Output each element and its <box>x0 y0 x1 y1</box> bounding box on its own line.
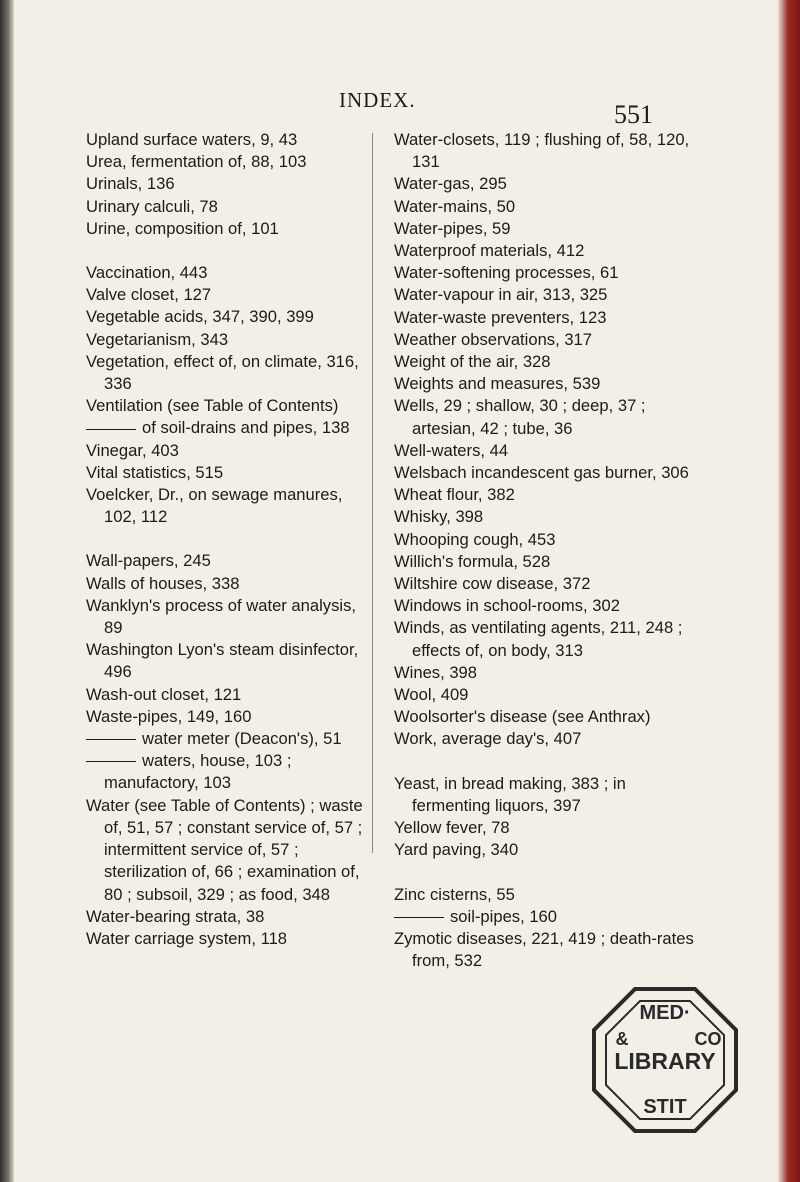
index-subentry <box>86 417 376 439</box>
index-entry <box>86 173 376 195</box>
index-entry-text: Zinc cisterns, 55 <box>394 884 515 904</box>
page-number: 551 <box>614 100 653 129</box>
index-entry <box>86 462 376 484</box>
index-entry <box>394 506 694 528</box>
index-entry <box>394 706 694 728</box>
index-entry <box>394 928 694 972</box>
index-subentry <box>394 906 694 928</box>
index-entry <box>86 639 376 683</box>
index-entry-text: of soil-drains and pipes, 138 <box>142 418 350 438</box>
index-entry-text: Winds, as ventilating agents, 211, 248 ; effects of, on body, 313 <box>394 618 683 660</box>
index-entry <box>86 284 376 306</box>
index-entry <box>394 551 694 573</box>
index-entry <box>86 573 376 595</box>
index-entry-text: Upland surface waters, 9, 43 <box>86 130 298 149</box>
index-entry-text: Urinary calculi, 78 <box>86 196 218 216</box>
index-entry <box>86 351 376 395</box>
index-entry-text: Urine, composition of, 101 <box>86 218 279 238</box>
index-column-right <box>394 129 694 972</box>
stamp-left-text: & <box>615 1029 629 1049</box>
ditto-dash <box>86 761 136 762</box>
index-entry <box>394 440 694 462</box>
index-entry-text: Welsbach incandescent gas burner, 306 <box>394 463 689 483</box>
index-entry-text: Weights and measures, 539 <box>394 374 601 394</box>
index-entry-text: Waste-pipes, 149, 160 <box>86 706 252 726</box>
index-entry-text: Ventilation (see Table of Contents) <box>86 396 339 416</box>
index-entry-text: Washington Lyon's steam disinfector, 496 <box>86 640 359 682</box>
index-gap <box>86 240 376 262</box>
index-entry-text: Water-closets, 119 ; flushing of, 58, 120, 131 <box>394 130 690 172</box>
index-entry <box>86 706 376 728</box>
index-entry <box>394 395 694 439</box>
index-entry-text: Wool, 409 <box>394 685 469 705</box>
index-gap <box>394 751 694 773</box>
index-entry <box>394 839 694 861</box>
index-entry <box>394 351 694 373</box>
index-entry-text: Vinegar, 403 <box>86 440 179 460</box>
index-entry-text: Yard paving, 340 <box>394 840 519 860</box>
index-entry-text: Water-softening processes, 61 <box>394 263 619 283</box>
ditto-dash <box>394 917 444 918</box>
index-entry <box>394 817 694 839</box>
index-entry <box>394 728 694 750</box>
index-column-left <box>86 129 376 950</box>
index-subentry <box>86 728 376 750</box>
library-stamp <box>590 985 740 1135</box>
index-entry <box>86 440 376 462</box>
index-entry-text: Vegetarianism, 343 <box>86 329 229 349</box>
index-entry <box>86 550 376 572</box>
index-entry-text: Water carriage system, 118 <box>86 928 288 948</box>
index-entry <box>394 129 694 173</box>
index-entry <box>86 795 376 906</box>
index-entry <box>394 773 694 817</box>
index-entry <box>86 151 376 173</box>
index-entry <box>394 884 694 906</box>
stamp-top-text: MED· <box>639 1002 691 1024</box>
stamp-bottom-text: STIT <box>643 1096 687 1118</box>
index-entry-text: soil-pipes, 160 <box>450 906 558 926</box>
index-entry-text: Water-vapour in air, 313, 325 <box>394 285 608 305</box>
index-entry-text: Whisky, 398 <box>394 507 484 527</box>
stamp-right-text: CO <box>694 1029 722 1049</box>
index-entry-text: Willich's formula, 528 <box>394 551 551 571</box>
index-entry <box>394 218 694 240</box>
index-entry-text: Wanklyn's process of water analysis, 89 <box>86 595 356 638</box>
index-entry-text: Valve closet, 127 <box>86 285 212 305</box>
page-left-edge <box>0 0 14 1182</box>
index-entry-text: Water-gas, 295 <box>394 174 507 194</box>
index-gap <box>394 862 694 884</box>
index-entry-text: Urea, fermentation of, 88, 103 <box>86 152 307 172</box>
index-entry <box>86 684 376 706</box>
index-entry-text: Wells, 29 ; shallow, 30 ; deep, 37 ; artesian, 42 ; tube, 36 <box>394 396 646 438</box>
index-entry <box>394 307 694 329</box>
index-entry <box>394 662 694 684</box>
index-entry-text: Water-bearing strata, 38 <box>86 906 265 926</box>
index-entry <box>394 617 694 661</box>
index-entry <box>394 262 694 284</box>
index-entry <box>394 573 694 595</box>
index-entry <box>86 262 376 284</box>
index-entry <box>394 684 694 706</box>
index-entry-text: Water-waste preventers, 123 <box>394 307 607 327</box>
index-entry-text: Work, average day's, 407 <box>394 729 582 749</box>
index-entry-text: Urinals, 136 <box>86 174 175 194</box>
index-entry <box>394 484 694 506</box>
index-subentry <box>86 750 376 794</box>
index-entry-text: Yeast, in bread making, 383 ; in fermenting liquors, 397 <box>394 773 626 815</box>
stamp-library-text: LIBRARY <box>614 1048 716 1074</box>
index-entry <box>394 595 694 617</box>
index-entry-text: Zymotic diseases, 221, 419 ; death-rates from, 532 <box>394 928 694 971</box>
index-entry <box>394 196 694 218</box>
index-entry-text: Wiltshire cow disease, 372 <box>394 574 591 594</box>
index-entry <box>86 484 376 528</box>
index-entry <box>394 462 694 484</box>
index-entry <box>86 395 376 417</box>
index-entry-text: Wheat flour, 382 <box>394 485 515 505</box>
index-entry <box>86 595 376 639</box>
index-entry-text: Vital statistics, 515 <box>86 462 224 482</box>
index-entry-text: Weight of the air, 328 <box>394 352 551 372</box>
index-entry-text: Walls of houses, 338 <box>86 573 240 593</box>
column-divider <box>372 133 373 853</box>
index-entry-text: Yellow fever, 78 <box>394 818 510 838</box>
index-entry <box>86 196 376 218</box>
index-entry-text: Water-pipes, 59 <box>394 218 511 238</box>
index-entry <box>86 329 376 351</box>
index-entry <box>86 218 376 240</box>
index-entry-text: waters, house, 103 ; manufactory, 103 <box>104 751 292 793</box>
index-gap <box>86 528 376 550</box>
index-entry-text: Windows in school-rooms, 302 <box>394 596 620 616</box>
index-entry-text: Water-mains, 50 <box>394 196 516 216</box>
index-entry <box>86 306 376 328</box>
index-entry <box>394 329 694 351</box>
index-entry-text: Vegetable acids, 347, 390, 399 <box>86 307 314 327</box>
index-entry-text: Wines, 398 <box>394 662 478 682</box>
index-entry-text: Wash-out closet, 121 <box>86 684 242 704</box>
index-entry-text: Well-waters, 44 <box>394 440 509 460</box>
index-entry-text: Wall-papers, 245 <box>86 551 211 571</box>
index-entry <box>394 240 694 262</box>
index-entry-text: Water (see Table of Contents) ; waste of, 51, 57 ; constant service of, 57 ; intermittent service of, 57 ; sterilization of, 66 ; examination of, 80 ; subsoil, 329 ; as food, 348 <box>86 795 363 904</box>
page-right-edge <box>778 0 800 1182</box>
index-entry-text: Voelcker, Dr., on sewage manures, 102, 112 <box>86 485 343 527</box>
index-entry-text: Weather observations, 317 <box>394 329 593 349</box>
index-entry <box>394 284 694 306</box>
index-entry <box>394 529 694 551</box>
index-entry-text: Whooping cough, 453 <box>394 529 556 549</box>
index-entry-text: Vegetation, effect of, on climate, 316, 336 <box>86 351 359 394</box>
ditto-dash <box>86 429 136 430</box>
index-entry-text: Vaccination, 443 <box>86 263 208 283</box>
page-header-title: INDEX. <box>339 88 416 112</box>
index-entry <box>394 373 694 395</box>
index-entry <box>86 129 376 151</box>
index-entry-text: Woolsorter's disease (see Anthrax) <box>394 707 651 727</box>
index-entry-text: Waterproof materials, 412 <box>394 241 585 261</box>
index-entry <box>86 928 376 950</box>
index-entry-text: water meter (Deacon's), 51 <box>142 729 342 749</box>
ditto-dash <box>86 739 136 740</box>
index-entry <box>394 173 694 195</box>
index-entry <box>86 906 376 928</box>
